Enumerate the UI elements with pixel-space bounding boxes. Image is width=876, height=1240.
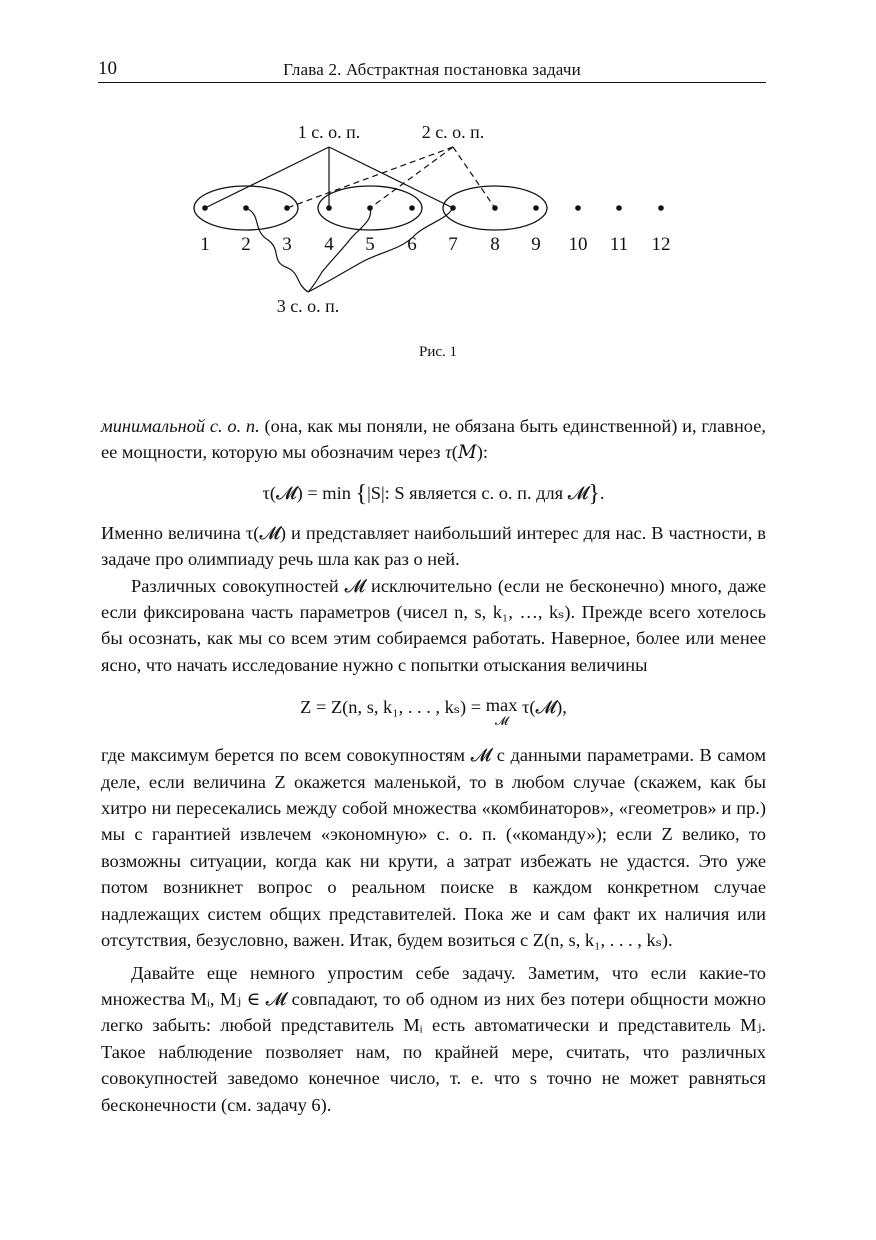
point-label: 7 bbox=[448, 234, 458, 255]
point-dot bbox=[367, 205, 373, 211]
point-label: 4 bbox=[324, 234, 334, 255]
point-dot bbox=[450, 205, 456, 211]
point-label: 1 bbox=[200, 234, 210, 255]
point-label: 3 bbox=[282, 234, 292, 255]
point-label: 2 bbox=[241, 234, 251, 255]
point-dot bbox=[575, 205, 581, 211]
paragraph-4: где максимум берется по всем совокупностям 𝓜 с данными параметрами. В самом деле, если величина Z окажется маленькой, то в любом случае (скажем, как бы хитро ни пересекались между собой множества «комбинаторов», «геометров» и пр.) мы с гарантией извлечем «экономную» с. о. п. («команду»); если Z велико, то возможны ситуации, когда как ни крути, а затрат избежать не удастся. Это уже потом возникнет вопрос о реальном поиске в каждом конкретном случае надлежащих систем общих представителей. Пока же и сам факт их наличия или отсутствия, безусловно, важен. Итак, будем возиться с Z(n, s, k₁, . . . , kₛ). bbox=[101, 745, 766, 951]
paragraph-1: минимальной с. о. п. (она, как мы поняли, не обязана быть единственной) и, главное, ее мощности, которую мы обозначим через τ(M): bbox=[101, 416, 766, 464]
point-dot bbox=[326, 205, 332, 211]
page-number: 10 bbox=[98, 58, 117, 79]
point-label: 8 bbox=[490, 234, 500, 255]
sdr-figure bbox=[0, 0, 876, 340]
body-text bbox=[101, 413, 766, 1118]
figure-caption: Рис. 1 bbox=[418, 344, 458, 360]
point-dot bbox=[243, 205, 249, 211]
point-dot bbox=[284, 205, 290, 211]
point-dot bbox=[409, 205, 415, 211]
point-label: 11 bbox=[609, 234, 629, 255]
formula-z: Z = Z(n, s, k₁, . . . , kₛ) = max 𝓜 τ(𝓜), bbox=[300, 695, 567, 729]
paragraph-5: Давайте еще немного упростим себе задачу. Заметим, что если какие-то множества Mᵢ, Mⱼ ∈ 𝓜 совпадают, то об одном из них без потери общности можно легко забыть: любой представитель Mᵢ есть автоматически и представитель Mⱼ. Такое наблюдение позволяет нам, по крайней мере, считать, что различных совокупностей заведомо конечное число, т. е. что s точно не может равняться бесконечности (см. задачу 6). bbox=[101, 962, 766, 1115]
paragraph-3: Различных совокупностей 𝓜 исключительно (если не бесконечно) много, даже если фиксирована часть параметров (чисел n, s, k₁, …, kₛ). Прежде всего хотелось бы осознать, как мы со всем этим собираемся работать. Наверное, более или менее ясно, что начать исследование нужно с попытки отыскания величины bbox=[101, 575, 766, 675]
term-minimal-sdr: минимальной с. о. п. bbox=[101, 416, 260, 436]
sdr3-label: 3 с. о. п. bbox=[276, 296, 340, 316]
point-dot bbox=[533, 205, 539, 211]
point-dot bbox=[616, 205, 622, 211]
sdr2-label: 2 с. о. п. bbox=[421, 122, 485, 142]
point-dot bbox=[658, 205, 664, 211]
point-label: 12 bbox=[651, 234, 671, 255]
formula-tau: τ(𝓜) = min {|S|: S является с. о. п. для 𝓜}. bbox=[262, 480, 605, 507]
point-dot bbox=[202, 205, 208, 211]
point-label: 10 bbox=[568, 234, 588, 255]
point-dots bbox=[202, 205, 664, 211]
point-dot bbox=[492, 205, 498, 211]
point-label: 9 bbox=[531, 234, 541, 255]
paragraph-2: Именно величина τ(𝓜) и представляет наибольший интерес для нас. В частности, в задаче про олимпиаду речь шла как раз о ней. bbox=[101, 522, 766, 570]
sdr3-lines bbox=[246, 208, 453, 292]
sdr1-lines bbox=[205, 147, 453, 208]
running-title: Глава 2. Абстрактная постановка задачи bbox=[283, 60, 581, 79]
point-label: 5 bbox=[365, 234, 375, 255]
point-label: 6 bbox=[407, 234, 417, 255]
sdr1-label: 1 с. о. п. bbox=[297, 122, 361, 142]
